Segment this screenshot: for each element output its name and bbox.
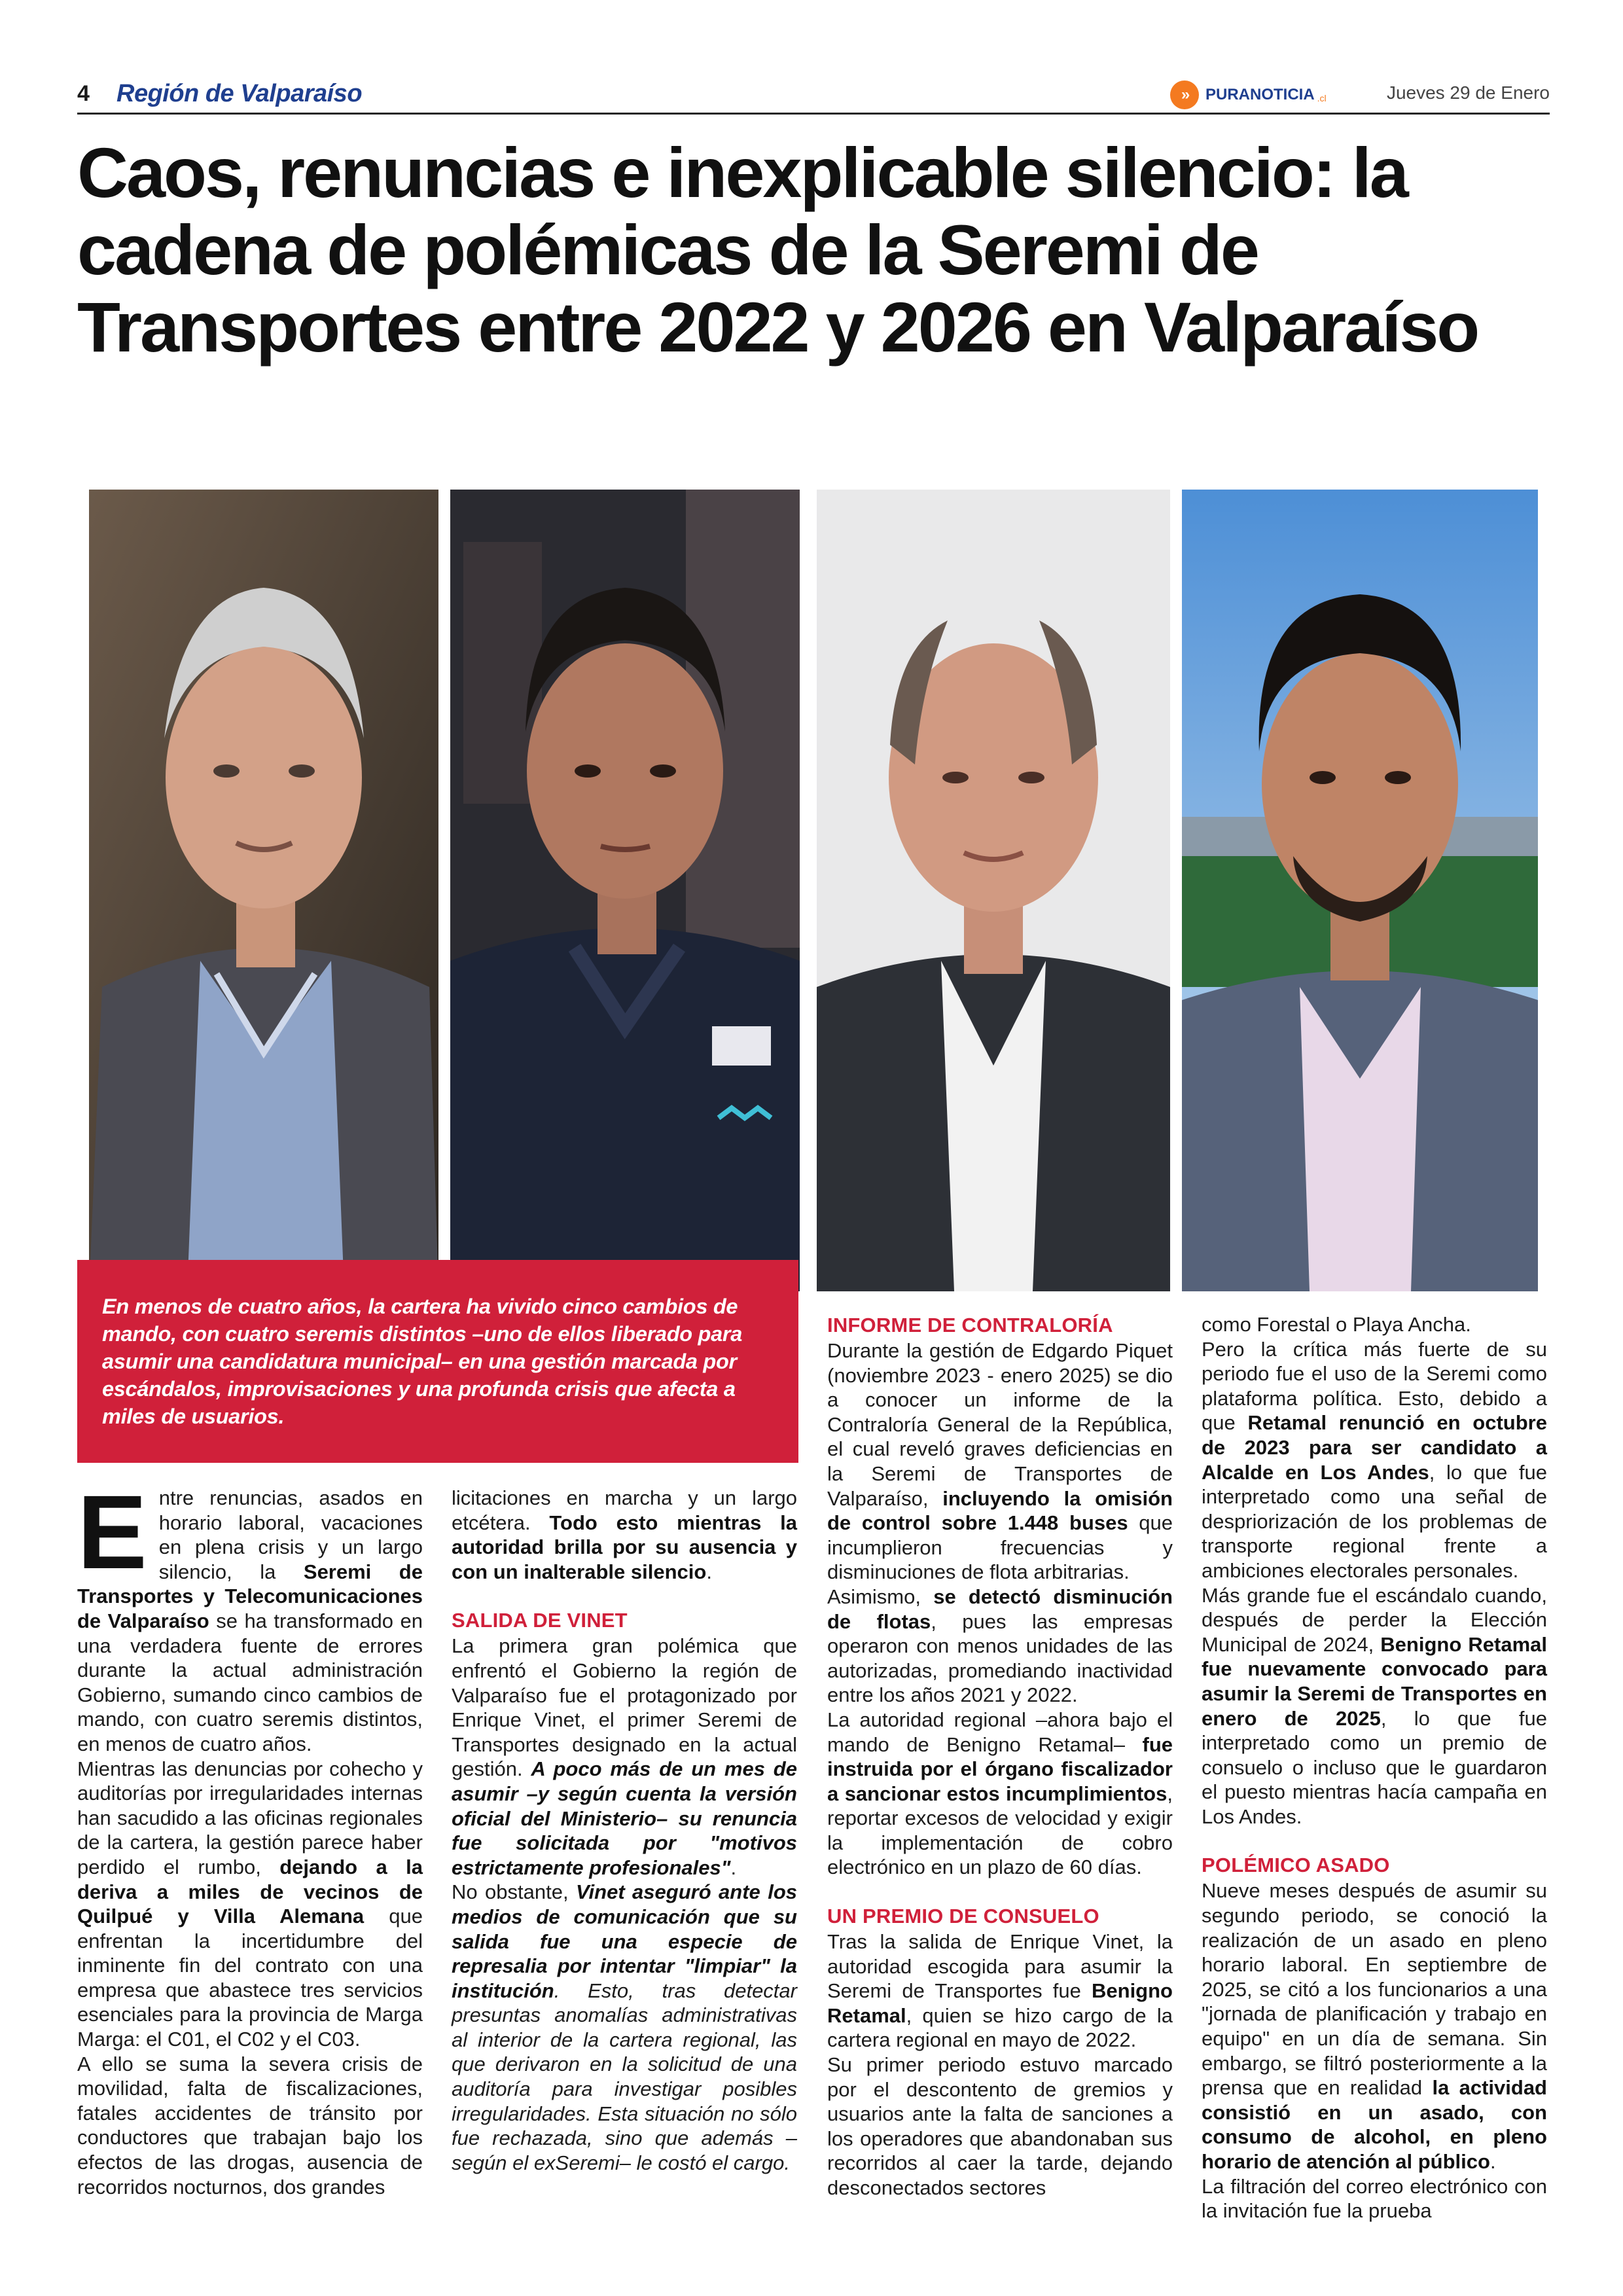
paragraph: Su primer periodo estuvo marcado por el descontento de gremios y usuarios ante la falta de sanciones a los operadores que abandonaban sus recorridos al caer la tarde, dejando desconectados sectores	[827, 2053, 1173, 2199]
page-header	[77, 77, 1550, 117]
article-headline: Caos, renuncias e inexplicable silencio: la cadena de polémicas de la Seremi de Transportes entre 2022 y 2026 en Valparaíso	[77, 133, 1478, 367]
subheading: SALIDA DE VINET	[452, 1609, 628, 1632]
paragraph: No obstante, Vinet aseguró ante los medios de comunicación que su salida fue una especie de represalia por intentar "limpiar" la institución. Esto, tras detectar presuntas anomalías administrativas al interior de la cartera regional, las que derivaron en la solicitud de una auditoría para investigar posibles irregularidades. Esta situación no sólo fue rechazada, sino que además –según el exSeremi– le costó el cargo.	[452, 1880, 797, 2174]
paragraph: Entre renuncias, asados en horario laboral, vacaciones en plena crisis y un largo silencio, la Seremi de Transportes y Telecomunicaciones de Valparaíso se ha transformado en una verdadera fuente de errores durante la actual administración Gobierno, sumando cinco cambios de mando, con cuatro seremis distintos, en menos de cuatro años.	[77, 1473, 423, 1755]
paragraph: Más grande fue el escándalo cuando, después de perder la Elección Municipal de 2024, Benigno Retamal fue nuevamente convocado para asumir la Seremi de Transportes en enero de 2025, lo que fue interpretado como un premio de consuelo o incluso que le guardaron el puesto mientras hacía campaña en Los Andes.	[1202, 1583, 1547, 1828]
issue-date: Jueves 29 de Enero	[1386, 82, 1550, 103]
subheading: POLÉMICO ASADO	[1202, 1854, 1390, 1877]
paragraph: Tras la salida de Enrique Vinet, la autoridad escogida para asumir la Seremi de Transportes fue Benigno Retamal, quien se hizo cargo de la cartera regional en mayo de 2022.	[827, 1930, 1173, 2052]
column-4	[1202, 1312, 1547, 2223]
logo-text: PURANOTICIA	[1205, 86, 1315, 103]
publication-logo	[1170, 80, 1327, 110]
paragraph: La autoridad regional –ahora bajo el mando de Benigno Retamal– fue instruida por el órgano fiscalizador a sancionar estos incumplimientos, reportar excesos de velocidad y exigir la implementación de cobro electrónico en un plazo de 60 días.	[827, 1708, 1173, 1879]
column-3	[827, 1312, 1173, 2200]
photo-official-1	[89, 490, 438, 1291]
page-number: 4	[77, 81, 90, 106]
subheading: INFORME DE CONTRALORÍA	[827, 1314, 1113, 1336]
paragraph: Asimismo, se detectó disminución de flotas, pues las empresas operaron con menos unidades de las autorizadas, promediando inactividad entre los años 2021 y 2022.	[827, 1585, 1173, 1707]
paragraph: Durante la gestión de Edgardo Piquet (noviembre 2023 - enero 2025) se dio a conocer un informe de la Contraloría General de la República, el cual reveló graves deficiencias en la Seremi de Transportes de Valparaíso, incluyendo la omisión de control sobre 1.448 buses que incumplieron frecuencias y disminuciones de flota arbitrarias.	[827, 1339, 1173, 1584]
photo-official-4	[1182, 490, 1538, 1291]
drop-cap: E	[77, 1473, 147, 1590]
header-rule	[77, 113, 1550, 115]
paragraph: Pero la crítica más fuerte de su periodo fue el uso de la Seremi como plataforma política. Esto, debido a que Retamal renunció en octubre de 2023 para ser candidato a Alcalde en Los Andes, lo que fue interpretado como una señal de despriorización de los problemas de transporte regional frente a ambiciones electorales personales.	[1202, 1337, 1547, 1582]
photo-official-2	[450, 490, 800, 1291]
column-2	[452, 1486, 797, 2175]
column-1	[77, 1473, 423, 2199]
paragraph: licitaciones en marcha y un largo etcétera. Todo esto mientras la autoridad brilla por su ausencia y con un inalterable silencio.	[452, 1486, 797, 1583]
section-title: Región de Valparaíso	[116, 80, 363, 107]
paragraph: Mientras las denuncias por cohecho y auditorías por irregularidades internas han sacudido a las oficinas regionales de la cartera, la gestión parece haber perdido el rumbo, dejando a la deriva a miles de vecinos de Quilpué y Villa Alemana que enfrentan la incertidumbre del inminente fin del contrato con una empresa que abastece tres servicios esenciales para la provincia de Marga Marga: el C01, el C02 y el C03.	[77, 1757, 423, 2051]
paragraph: como Forestal o Playa Ancha.	[1202, 1313, 1471, 1336]
paragraph: La filtración del correo electrónico con la invitación fue la prueba	[1202, 2174, 1547, 2223]
subheading: UN PREMIO DE CONSUELO	[827, 1905, 1099, 1928]
lead-box	[77, 1260, 798, 1463]
photo-official-3	[817, 490, 1170, 1291]
paragraph: La primera gran polémica que enfrentó el Gobierno la región de Valparaíso fue el protagonizado por Enrique Vinet, el primer Seremi de Transportes designado en la actual gestión. A poco más de un mes de asumir –y según cuenta la versión oficial del Ministerio– su renuncia fue solicitada por "motivos estrictamente profesionales".	[452, 1634, 797, 1879]
lead-text: En menos de cuatro años, la cartera ha vivido cinco cambios de mando, con cuatro seremis distintos –uno de ellos liberado para asumir una candidatura municipal– en una gestión marcada por escándalos, improvisaciones y una profunda crisis que afecta a miles de usuarios.	[102, 1295, 743, 1428]
logo-chevrons-icon: »	[1170, 81, 1199, 109]
paragraph: A ello se suma la severa crisis de movilidad, falta de fiscalizaciones, fatales accidentes de tránsito por conductores que trabajan bajo los efectos de las drogas, ausencia de recorridos nocturnos, dos grandes	[77, 2052, 423, 2198]
photo-strip	[89, 490, 1538, 1291]
paragraph: Nueve meses después de asumir su segundo periodo, se conoció la realización de un asado en pleno horario laboral. En septiembre de 2025, se citó a los funcionarios a una "jornada de planificación y trabajo en equipo" en un día de semana. Sin embargo, se filtró posteriormente a la prensa que en realidad la actividad consistió en un asado, con consumo de alcohol, en pleno horario de atención al público.	[1202, 1879, 1547, 2173]
logo-suffix: .cl	[1317, 93, 1327, 103]
